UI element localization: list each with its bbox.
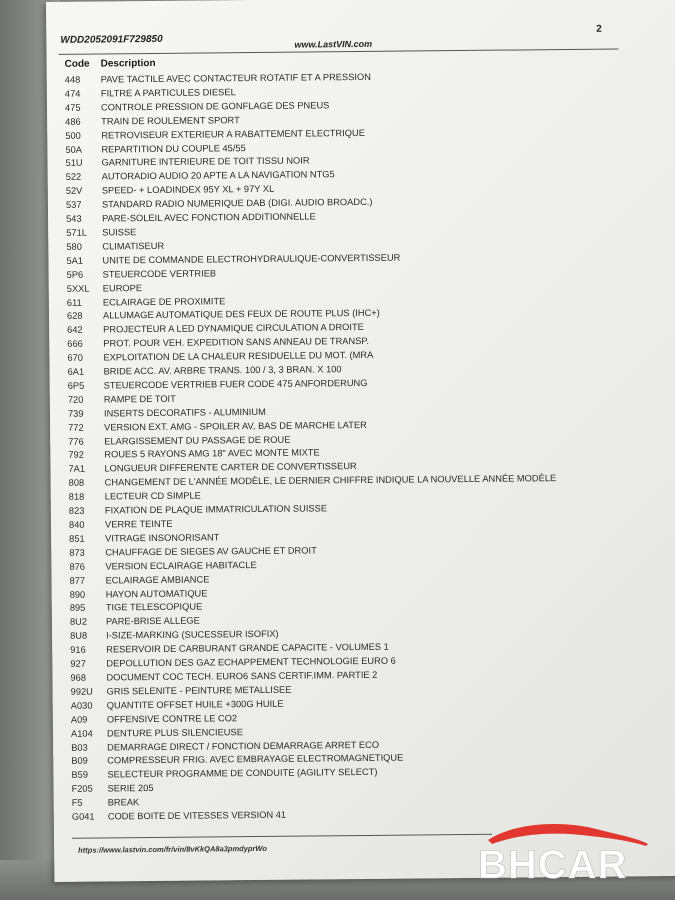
option-code: 720: [67, 394, 84, 405]
option-description: GRIS SELENITE - PEINTURE METALLISEE: [106, 684, 292, 697]
option-code: F5: [71, 797, 83, 808]
option-code: 792: [68, 450, 84, 461]
option-description: AUTORADIO AUDIO 20 APTE A LA NAVIGATION NTG5: [101, 169, 335, 182]
option-code: 475: [64, 102, 81, 113]
option-description: RESERVOIR DE CARBURANT GRANDE CAPACITE - VOLUMES 1: [106, 641, 389, 655]
option-code: 486: [65, 116, 81, 127]
option-description: LECTEUR CD SIMPLE: [104, 490, 201, 502]
option-code: 537: [65, 199, 82, 210]
option-code-list: [64, 71, 557, 825]
option-code: 670: [67, 352, 83, 363]
option-description: QUANTITE OFFSET HUILE +300G HUILE: [106, 698, 284, 711]
option-code: 739: [67, 408, 84, 419]
option-code: 5A1: [66, 255, 84, 266]
option-code: 968: [70, 672, 87, 683]
option-code: 6P5: [67, 380, 85, 391]
option-description: VERRE TEINTE: [104, 518, 173, 530]
option-description: DENTURE PLUS SILENCIEUSE: [106, 726, 243, 739]
option-description: PAVE TACTILE AVEC CONTACTEUR ROTATIF ET A PRESSION: [100, 71, 371, 85]
option-code: 840: [68, 519, 85, 530]
option-description: DEMARRAGE DIRECT / FONCTION DEMARRAGE ARRET ECO: [107, 739, 380, 752]
option-description: SPEED- + LOADINDEX 95Y XL + 97Y XL: [101, 184, 275, 196]
option-description: COMPRESSEUR FRIG. AVEC EMBRAYAGE ELECTROMAGNETIQUE: [107, 753, 404, 766]
page-number: 2: [596, 23, 602, 35]
footer-url: https://www.lastvin.com/fr/vin/8vKkQA8a3pmdyprWo: [78, 843, 267, 855]
option-description: CODE BOITE DE VITESSES VERSION 41: [107, 809, 287, 822]
option-description: ECLAIRAGE AMBIANCE: [105, 574, 210, 586]
option-description: CONTROLE PRESSION DE GONFLAGE DES PNEUS: [100, 100, 330, 113]
option-code: B09: [71, 756, 88, 767]
option-description: CHAUFFAGE DE SIEGES AV GAUCHE ET DROIT: [105, 545, 317, 558]
option-code: 448: [64, 74, 81, 85]
header-divider: [58, 49, 618, 55]
option-description: PROT. POUR VEH. EXPEDITION SANS ANNEAU DE TRANSP.: [103, 336, 370, 349]
option-description: LONGUEUR DIFFERENTE CARTER DE CONVERTISSEUR: [104, 461, 357, 474]
option-description: VERSION ECLAIRAGE HABITACLE: [105, 559, 257, 572]
option-code: 876: [69, 561, 85, 572]
option-code: 642: [67, 324, 83, 336]
option-description: EUROPE: [102, 282, 143, 294]
option-code: 927: [70, 658, 86, 669]
watermark-text: BHCAR: [478, 843, 628, 887]
option-code: 823: [68, 505, 85, 516]
option-description: EXPLOITATION DE LA CHALEUR RESIDUELLE DU MOT. (MRA: [103, 350, 374, 363]
option-code: A09: [70, 714, 88, 725]
document-page: [46, 0, 675, 882]
option-code: 916: [70, 644, 86, 655]
option-code: 776: [68, 436, 84, 447]
option-code: F205: [71, 783, 93, 795]
option-code: 992U: [70, 686, 93, 697]
option-code: 474: [64, 88, 81, 99]
option-description: ECLAIRAGE DE PROXIMITE: [102, 295, 226, 307]
option-description: SELECTEUR PROGRAMME DE CONDUITE (AGILITY SELECT): [107, 767, 378, 780]
option-description: SUISSE: [102, 227, 137, 238]
option-description: RAMPE DE TOIT: [103, 393, 176, 405]
option-code: 580: [66, 241, 82, 252]
option-description: BRIDE ACC. AV. ARBRE TRANS. 100 / 3, 3 BRAN. X 100: [103, 364, 342, 377]
option-description: TIGE TELESCOPIQUE: [105, 601, 203, 613]
option-description: STEUERCODE VERTRIEB: [102, 268, 217, 280]
option-description: OFFENSIVE CONTRE LE CO2: [106, 712, 238, 725]
option-code: 5XXL: [66, 283, 90, 294]
option-description: DOCUMENT COC TECH. EURO6 SANS CERTIF.IMM. PARTIE 2: [106, 669, 378, 683]
column-header-description: Description: [100, 57, 156, 70]
option-code: 808: [68, 477, 85, 489]
option-description: RETROVISEUR EXTERIEUR A RABATTEMENT ELECTRIQUE: [101, 127, 365, 141]
option-code: 877: [69, 575, 86, 586]
option-description: DEPOLLUTION DES GAZ ECHAPPEMENT TECHNOLOGIE EURO 6: [106, 655, 396, 669]
option-description: UNITE DE COMMANDE ELECTROHYDRAULIQUE-CONVERTISSEUR: [102, 252, 401, 266]
option-code: 895: [69, 603, 86, 614]
option-code: G041: [71, 811, 95, 822]
option-description: TRAIN DE ROULEMENT SPORT: [101, 114, 240, 127]
option-code: 8U8: [70, 630, 88, 642]
option-description: REPARTITION DU COUPLE 45/55: [101, 142, 246, 155]
option-code: 52V: [65, 185, 83, 197]
column-header-code: Code: [64, 58, 90, 70]
option-code: 51U: [65, 158, 83, 169]
option-code: B59: [71, 769, 89, 781]
option-code: 500: [65, 130, 81, 141]
option-code: A104: [70, 728, 93, 739]
option-code: A030: [70, 700, 93, 711]
option-description: VITRAGE INSONORISANT: [105, 532, 220, 544]
option-description: SERIE 205: [107, 783, 154, 794]
option-description: PARE-BRISE ALLEGE: [105, 615, 200, 627]
option-description: HAYON AUTOMATIQUE: [105, 588, 208, 599]
option-description: ALLUMAGE AUTOMATIQUE DES FEUX DE ROUTE PLUS (IHC+): [102, 308, 380, 321]
option-description: FIXATION DE PLAQUE IMMATRICULATION SUISSE: [104, 503, 328, 516]
option-description: STEUERCODE VERTRIEB FUER CODE 475 ANFORDERUNG: [103, 377, 368, 391]
footer-divider: [72, 834, 492, 839]
option-description: ELARGISSEMENT DU PASSAGE DE ROUE: [104, 434, 291, 447]
option-code: 851: [69, 533, 85, 544]
option-description: BREAK: [107, 797, 140, 808]
option-code: 818: [68, 491, 85, 502]
option-code: 522: [65, 172, 82, 183]
option-description: PROJECTEUR A LED DYNAMIQUE CIRCULATION A DROITE: [103, 322, 364, 335]
bhcar-watermark-logo: [470, 818, 660, 888]
option-code: B03: [71, 742, 88, 753]
option-code: 611: [66, 297, 82, 308]
option-code: 873: [69, 547, 85, 558]
option-code: 5P6: [66, 269, 84, 280]
option-description: INSERTS DECORATIFS - ALUMINIUM: [103, 406, 266, 419]
option-code: 6A1: [67, 366, 85, 377]
option-description: STANDARD RADIO NUMERIQUE DAB (DIGI. AUDIO BROADC.): [101, 197, 373, 210]
option-code: 772: [68, 422, 84, 433]
option-code: 890: [69, 589, 86, 600]
option-code: 571L: [66, 227, 87, 238]
option-description: PARE-SOLEIL AVEC FONCTION ADDITIONNELLE: [102, 211, 316, 224]
option-description: CHANGEMENT DE L'ANNÉE MODÈLE, LE DERNIER CHIFFRE INDIQUE LA NOUVELLE ANNÉE MODÈLE: [104, 473, 557, 488]
option-description: ROUES 5 RAYONS AMG 18" AVEC MONTE MIXTE: [104, 447, 320, 460]
option-description: I-SIZE-MARKING (SUCESSEUR ISOFIX): [106, 629, 279, 641]
vin-number: WDD2052091F729850: [60, 33, 163, 46]
option-code: 8U2: [69, 616, 88, 628]
option-description: GARNITURE INTERIEURE DE TOIT TISSU NOIR: [101, 155, 310, 168]
option-code: 50A: [65, 144, 83, 155]
option-description: FILTRE A PARTICULES DIESEL: [100, 87, 236, 99]
option-description: VERSION EXT. AMG - SPOILER AV, BAS DE MARCHE LATER: [104, 419, 367, 433]
option-description: CLIMATISEUR: [102, 240, 165, 252]
site-name: www.LastVIN.com: [294, 38, 373, 50]
option-code: 666: [67, 338, 83, 350]
option-code: 7A1: [68, 464, 86, 475]
option-code: 543: [66, 213, 82, 224]
option-code: 628: [66, 311, 83, 322]
